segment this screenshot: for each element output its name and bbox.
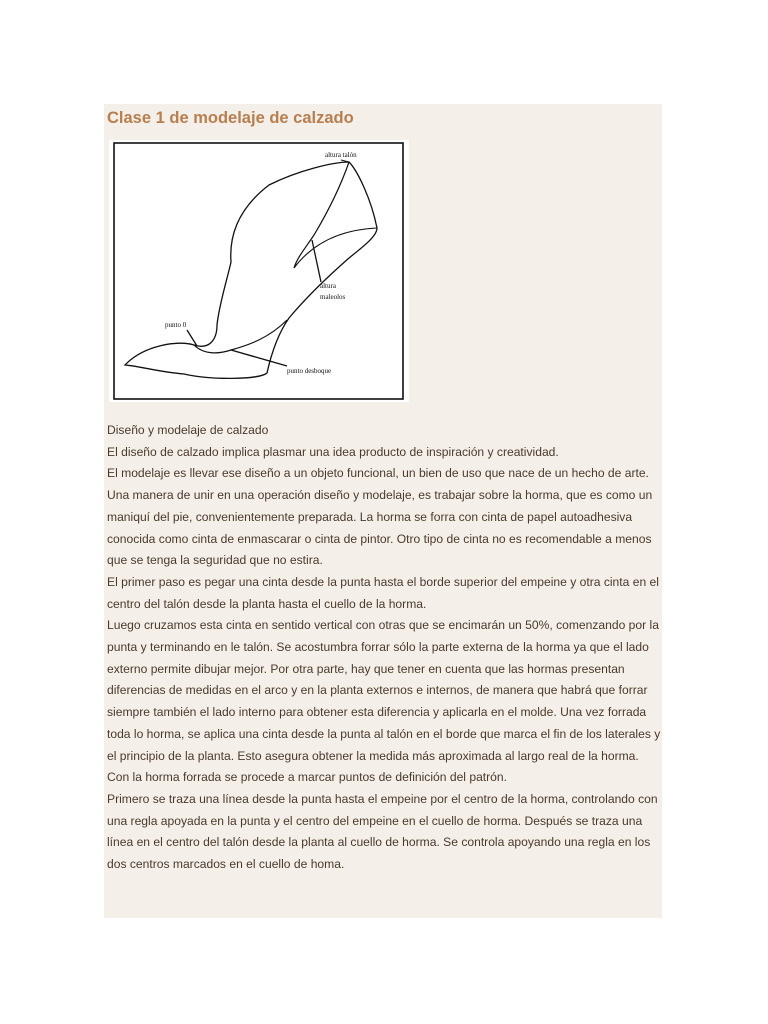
article-title: Clase 1 de modelaje de calzado [107, 109, 354, 127]
paragraph: El primer paso es pegar una cinta desde la punta hasta el borde superior del empeine y otra cinta en el centro del talón desde la planta hasta el cuello de la horma. [107, 574, 659, 611]
ankle-curve [294, 228, 377, 268]
article-body [107, 420, 663, 876]
paragraph: Luego cruzamos esta cinta en sentido vertical con otras que se encimarán un 50%, comenzando por la punta y terminando en le talón. Se acostumbra forrar sólo la parte externa de la horma ya que el lado externo permite dibujar mejor. Por otra parte, hay que tener en cuenta que las hormas presentan diferencias de medidas en el arco y en la planta externos e internos, de manera que habrá que forrar siempre también el lado interno para obtener esta diferencia y aplicarla en el molde. Una vez forrada toda lo horma, se aplica una cinta desde la punta al talón en el borde que marca el fin de los laterales y el principio de la planta. Esto asegura obtener la medida más aproximada al largo real de la horma. [107, 618, 661, 763]
paragraph: Una manera de unir en una operación diseño y modelaje, es trabajar sobre la horma, que es como un maniquí del pie, convenientemente preparada. La horma se forra con cinta de papel autoadhesiva conocida como cinta de enmascarar o cinta de pintor. Otro tipo de cinta no es recomendable a menos que se tenga la seguridad que no estira. [107, 488, 653, 568]
vamp-line [194, 320, 287, 353]
leader-punto-desboque [231, 350, 287, 366]
paragraph: Con la horma forrada se procede a marcar puntos de definición del patrón. [107, 770, 507, 785]
label-punto-0: punto 0 [165, 321, 187, 329]
article [104, 104, 662, 918]
paragraph: Primero se traza una línea desde la punta hasta el empeine por el centro de la horma, controlando con una regla apoyada en la punta y el centro del empeine en el cuello de horma. Después se traza una línea en el centro del talón desde la planta al cuello de horma. Se controla apoyando una regla en los dos centros marcados en el cuello de homa. [107, 791, 658, 872]
shoe-last-drawing [109, 140, 409, 402]
label-punto-desboque: punto desboque [287, 367, 332, 375]
label-altura-maleolos-line1: altura [320, 282, 336, 290]
label-altura-maleolos-line2: maleolos [320, 293, 346, 301]
paragraph: El diseño de calzado implica plasmar una idea producto de inspiración y creatividad. [107, 444, 559, 459]
label-altura-talon: altura talón [325, 151, 357, 159]
paragraph: El modelaje es llevar ese diseño a un objeto funcional, un bien de uso que nace de un hecho de arte. [107, 466, 649, 481]
last-outline [125, 162, 377, 378]
shoe-last-diagram [109, 140, 409, 402]
paragraph: Diseño y modelaje de calzado [107, 423, 269, 437]
heel-center-line [294, 162, 349, 268]
diagram-frame [114, 143, 403, 399]
